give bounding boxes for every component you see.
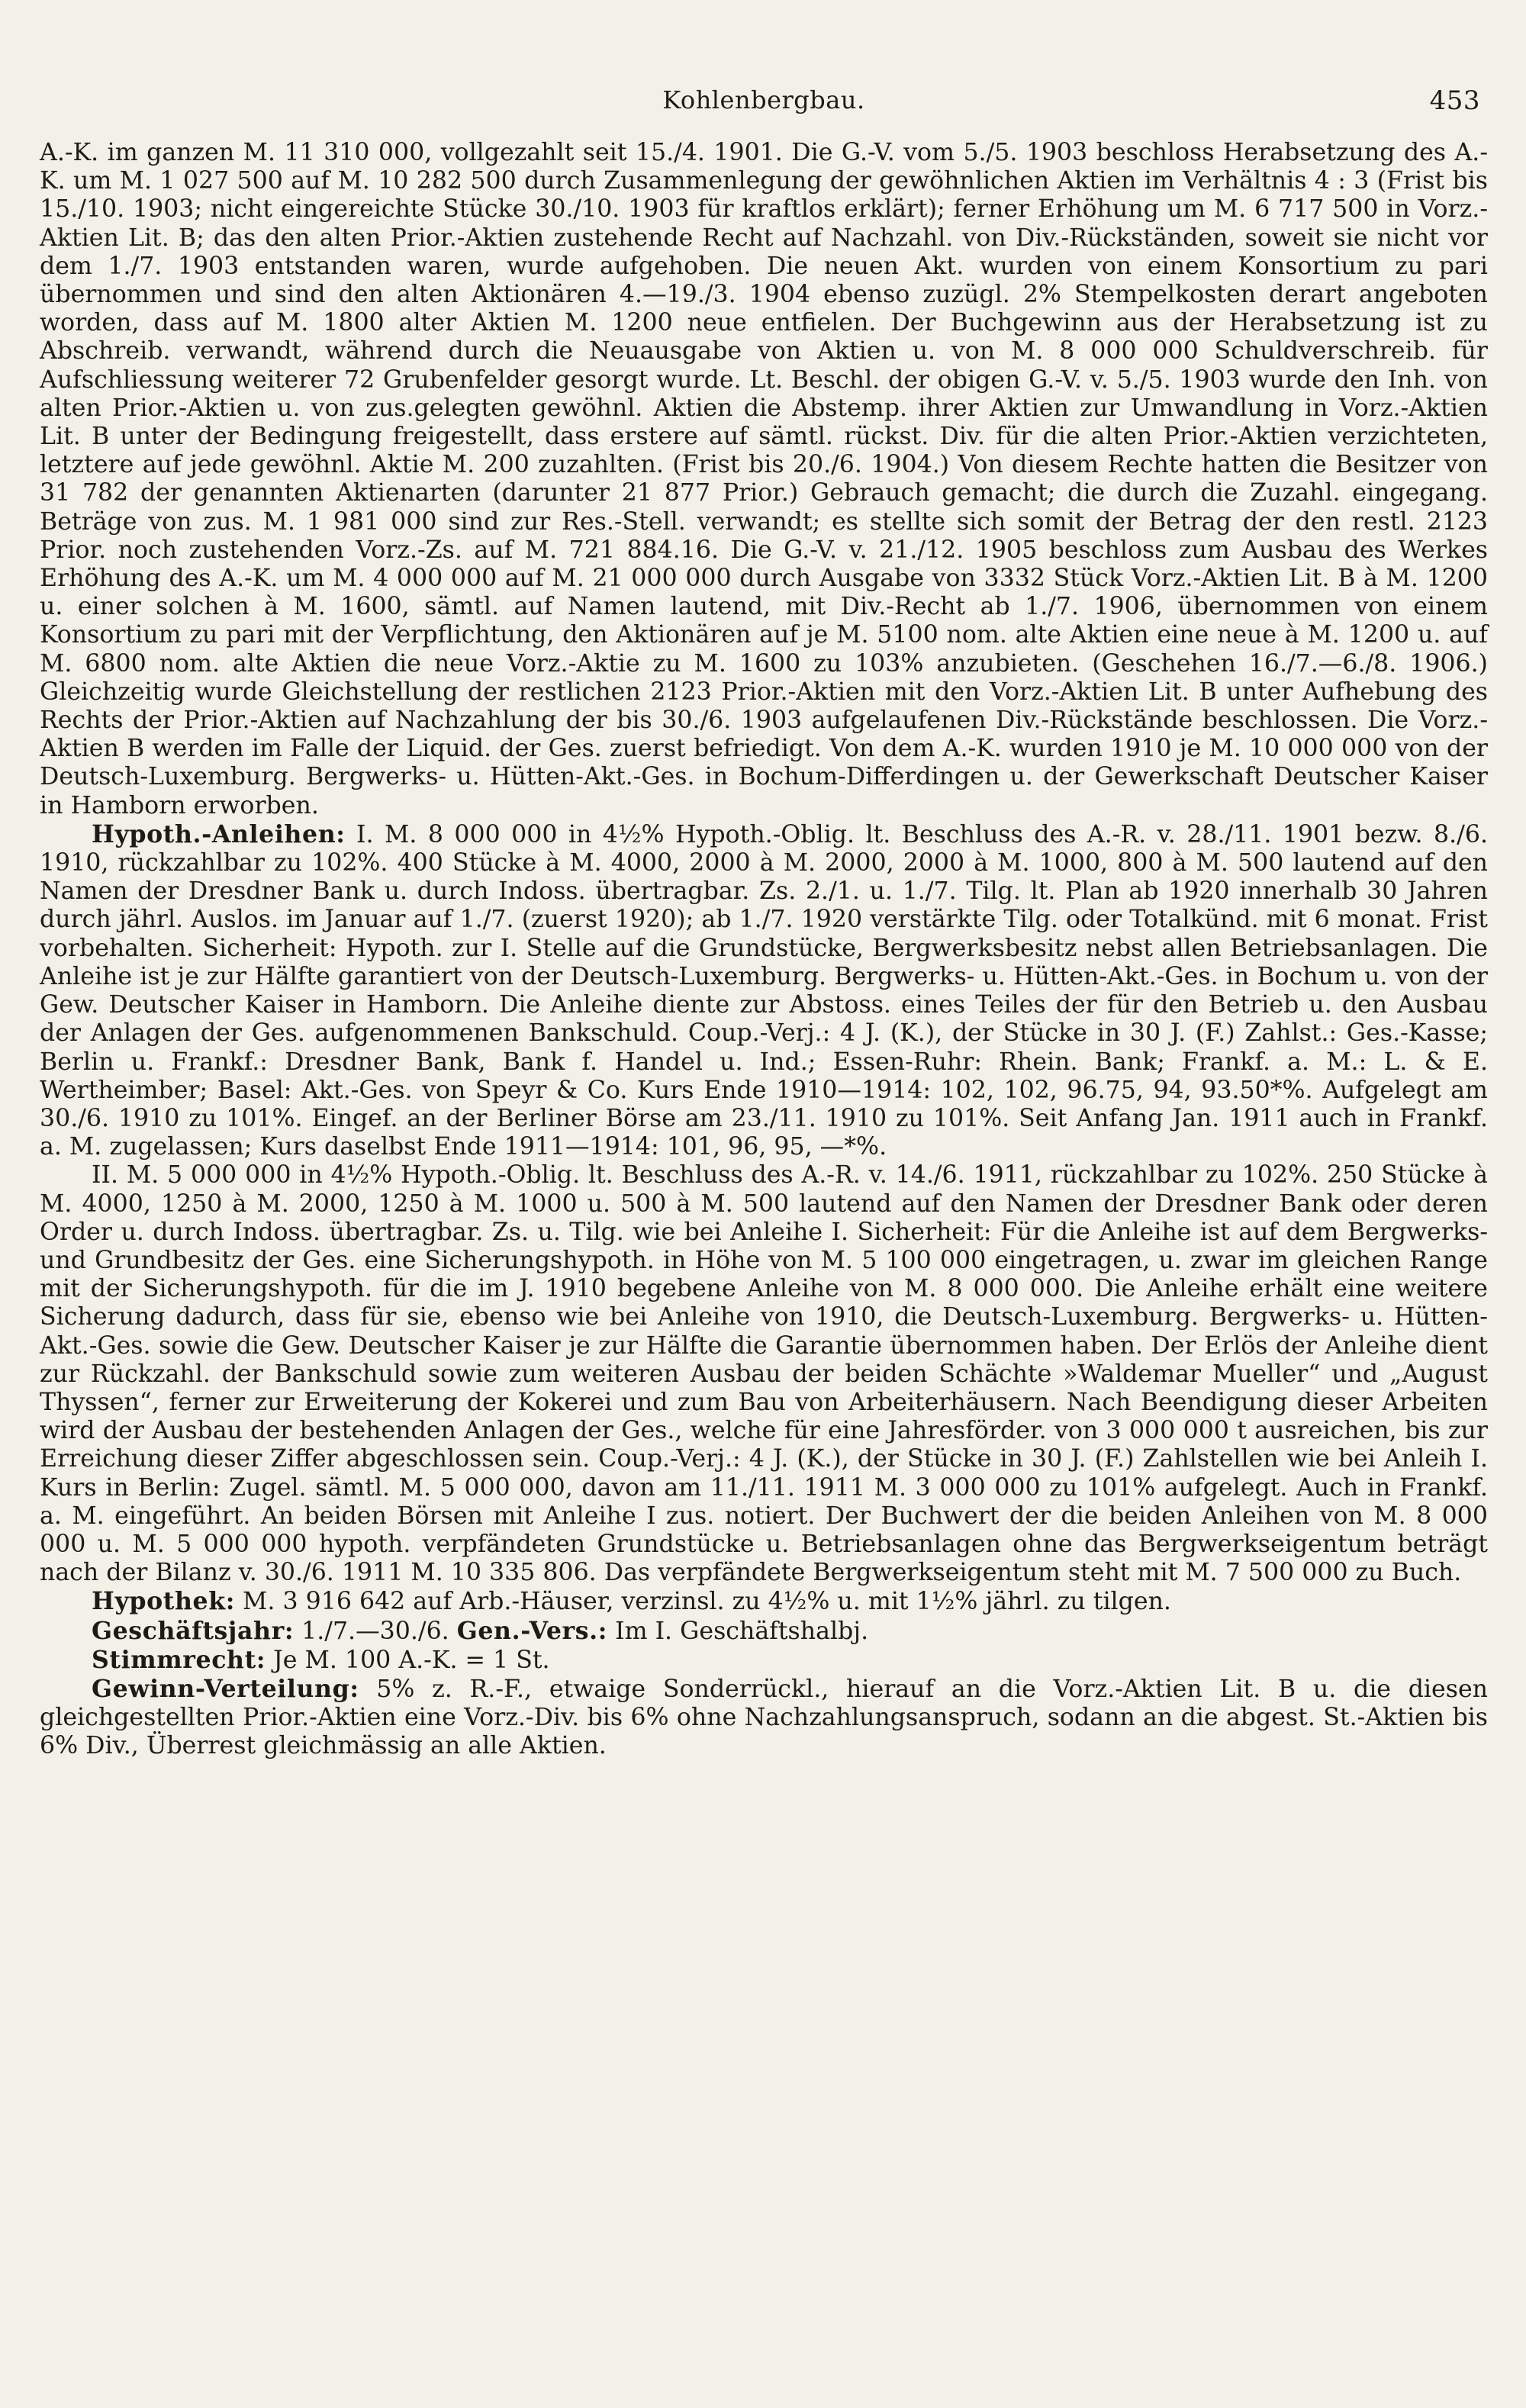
- paragraph-text: I. M. 8 000 000 in 4½% Hypoth.-Oblig. lt. Beschluss des A.-R. v. 28./11. 1901 bezw. 8./6. 1910, rückzahlbar zu 102%. 400 Stücke à M. 4000, 2000 à M. 2000, 2000 à M. 1000, 800 à M. 500 lautend auf den Namen der Dresdner Bank u. durch Indoss. übertragbar. Zs. 2./1. u. 1./7. Tilg. lt. Plan ab 1920 innerhalb 30 Jahren durch jährl. Auslos. im Januar auf 1./7. (zuerst 1920); ab 1./7. 1920 verstärkte Tilg. oder Totalkünd. mit 6 monat. Frist vorbehalten. Sicherheit: Hypoth. zur I. Stelle auf die Grundstücke, Bergwerksbesitz nebst allen Betriebsanlagen. Die Anleihe ist je zur Hälfte garantiert von der Deutsch-Luxemburg. Bergwerks- u. Hütten-Akt.-Ges. in Bochum u. von der Gew. Deutscher Kaiser in Hamborn. Die Anleihe diente zur Abstoss. eines Teiles der für den Betrieb u. den Ausbau der Anlagen der Ges. aufgenommenen Bankschuld. Coup.-Verj.: 4 J. (K.), der Stücke in 30 J. (F.) Zahlst.: Ges.-Kasse; Berlin u. Frankf.: Dresdner Bank, Bank f. Handel u. Ind.; Essen-Ruhr: Rhein. Bank; Frankf. a. M.: L. & E. Wertheimber; Basel: Akt.-Ges. von Speyr & Co. Kurs Ende 1910—1914: 102, 102, 96.75, 94, 93.50*%. Aufgelegt am 30./6. 1910 zu 101%. Eingef. an der Berliner Börse am 23./11. 1910 zu 101%. Seit Anfang Jan. 1911 auch in Frankf. a. M. zugelassen; Kurs daselbst Ende 1911—1914: 101, 96, 95, —*%.: [40, 820, 1488, 1161]
- document-body: [40, 139, 1488, 1761]
- paragraph-loan-two: II. M. 5 000 000 in 4½% Hypoth.-Oblig. lt. Beschluss des A.-R. v. 14./6. 1911, rückzahlbar zu 102%. 250 Stücke à M. 4000, 1250 à M. 2000, 1250 à M. 1000 u. 500 à M. 500 lautend auf den Namen der Dresdner Bank oder deren Order u. durch Indoss. übertragbar. Zs. u. Tilg. wie bei Anleihe I. Sicherheit: Für die Anleihe ist auf dem Bergwerks- und Grundbesitz der Ges. eine Sicherungshypoth. in Höhe von M. 5 100 000 eingetragen, u. zwar im gleichen Range mit der Sicherungshypoth. für die im J. 1910 begebene Anleihe von M. 8 000 000. Die Anleihe erhält eine weitere Sicherung dadurch, dass für sie, ebenso wie bei Anleihe von 1910, die Deutsch-Luxemburg. Bergwerks- u. Hütten-Akt.-Ges. sowie die Gew. Deutscher Kaiser je zur Hälfte die Garantie übernommen haben. Der Erlös der Anleihe dient zur Rückzahl. der Bankschuld sowie zum weiteren Ausbau der beiden Schächte »Waldemar Mueller“ und „August Thyssen“, ferner zur Erweiterung der Kokerei und zum Bau von Arbeiterhäusern. Nach Beendigung dieser Arbeiten wird der Ausbau der bestehenden Anlagen der Ges., welche für eine Jahresförder. von 3 000 000 t ausreichen, bis zur Erreichung dieser Ziffer abgeschlossen sein. Coup.-Verj.: 4 J. (K.), der Stücke in 30 J. (F.) Zahlstellen wie bei Anleih I. Kurs in Berlin: Zugel. sämtl. M. 5 000 000, davon am 11./11. 1911 M. 3 000 000 zu 101% aufgelegt. Auch in Frankf. a. M. eingeführt. An beiden Börsen mit Anleihe I zus. notiert. Der Buchwert der die beiden Anleihen von M. 8 000 000 u. M. 5 000 000 hypoth. verpfändeten Grundstücke u. Betriebsanlagen ohne das Bergwerkseigentum beträgt nach der Bilanz v. 30./6. 1911 M. 10 335 806. Das verpfändete Bergwerkseigentum steht mit M. 7 500 000 zu Buch.: [40, 1161, 1488, 1587]
- page-header: [40, 85, 1488, 139]
- section-lead-gen-vers: Gen.-Vers.:: [456, 1616, 608, 1645]
- paragraph-capital-history: A.-K. im ganzen M. 11 310 000, vollgezahlt seit 15./4. 1901. Die G.-V. vom 5./5. 1903 beschloss Herabsetzung des A.-K. um M. 1 027 500 auf M. 10 282 500 durch Zusammenlegung der gewöhnlichen Aktien im Verhältnis 4 : 3 (Frist bis 15./10. 1903; nicht eingereichte Stücke 30./10. 1903 für kraftlos erklärt); ferner Erhöhung um M. 6 717 500 in Vorz.-Aktien Lit. B; das den alten Prior.-Aktien zustehende Recht auf Nachzahl. von Div.-Rückständen, soweit sie nicht vor dem 1./7. 1903 entstanden waren, wurde aufgehoben. Die neuen Akt. wurden von einem Konsortium zu pari übernommen und sind den alten Aktionären 4.—19./3. 1904 ebenso zuzügl. 2% Stempelkosten derart angeboten worden, dass auf M. 1800 alter Aktien M. 1200 neue entfielen. Der Buchgewinn aus der Herabsetzung ist zu Abschreib. verwandt, während durch die Neuausgabe von Aktien u. von M. 8 000 000 Schuldverschreib. für Aufschliessung weiterer 72 Grubenfelder gesorgt wurde. Lt. Beschl. der obigen G.-V. v. 5./5. 1903 wurde den Inh. von alten Prior.-Aktien u. von zus.gelegten gewöhnl. Aktien die Abstemp. ihrer Aktien zur Umwandlung in Vorz.-Aktien Lit. B unter der Bedingung freigestellt, dass erstere auf sämtl. rückst. Div. für die alten Prior.-Aktien verzichteten, letztere auf jede gewöhnl. Aktie M. 200 zuzahlten. (Frist bis 20./6. 1904.) Von diesem Rechte hatten die Besitzer von 31 782 der genannten Aktienarten (darunter 21 877 Prior.) Gebrauch gemacht; die durch die Zuzahl. eingegang. Beträge von zus. M. 1 981 000 sind zur Res.-Stell. verwandt; es stellte sich somit der Betrag der den restl. 2123 Prior. noch zustehenden Vorz.-Zs. auf M. 721 884.16. Die G.-V. v. 21./12. 1905 beschloss zum Ausbau des Werkes Erhöhung des A.-K. um M. 4 000 000 auf M. 21 000 000 durch Ausgabe von 3332 Stück Vorz.-Aktien Lit. B à M. 1200 u. einer solchen à M. 1600, sämtl. auf Namen lautend, mit Div.-Recht ab 1./7. 1906, übernommen von einem Konsortium zu pari mit der Verpflichtung, den Aktionären auf je M. 5100 nom. alte Aktien eine neue à M. 1200 u. auf M. 6800 nom. alte Aktien die neue Vorz.-Aktie zu M. 1600 zu 103% anzubieten. (Geschehen 16./7.—6./8. 1906.) Gleichzeitig wurde Gleichstellung der restlichen 2123 Prior.-Aktien mit den Vorz.-Aktien Lit. B unter Aufhebung des Rechts der Prior.-Aktien auf Nachzahlung der bis 30./6. 1903 aufgelaufenen Div.-Rückstände beschlossen. Die Vorz.-Aktien B werden im Falle der Liquid. der Ges. zuerst befriedigt. Von dem A.-K. wurden 1910 je M. 10 000 000 von der Deutsch-Luxemburg. Bergwerks- u. Hütten-Akt.-Ges. in Bochum-Differdingen u. der Gewerkschaft Deutscher Kaiser in Hamborn erworben.: [40, 139, 1488, 819]
- paragraph-text: Im I. Geschäftshalbj.: [607, 1617, 869, 1645]
- paragraph-text: 5% z. R.-F., etwaige Sonderrückl., hierauf an die Vorz.-Aktien Lit. B u. die diesen gleichgestellten Prior.-Aktien eine Vorz.-Div. bis 6% ohne Nachzahlungsanspruch, sodann an die abgest. St.-Aktien bis 6% Div., Überrest gleichmässig an alle Aktien.: [40, 1675, 1488, 1760]
- paragraph-mortgage-loans: [40, 820, 1488, 1161]
- page-number: 453: [1429, 85, 1480, 116]
- running-title: Kohlenbergbau.: [662, 85, 865, 114]
- paragraph-text: Je M. 100 A.-K. = 1 St.: [266, 1646, 550, 1674]
- paragraph-profit-distribution: [40, 1675, 1488, 1761]
- section-lead-gewinn-verteilung: Gewinn-Verteilung:: [92, 1674, 359, 1703]
- paragraph-voting-right: [40, 1646, 1488, 1675]
- section-lead-hypoth-anleihen: Hypoth.-Anleihen:: [92, 819, 346, 848]
- section-lead-hypothek: Hypothek:: [92, 1587, 235, 1616]
- section-lead-geschaeftsjahr: Geschäftsjahr:: [92, 1616, 295, 1645]
- paragraph-fiscal-year: [40, 1617, 1488, 1646]
- section-lead-stimmrecht: Stimmrecht:: [92, 1645, 266, 1674]
- paragraph-mortgage: [40, 1587, 1488, 1616]
- paragraph-text: 1./7.—30./6.: [294, 1617, 457, 1645]
- paragraph-text: M. 3 916 642 auf Arb.-Häuser, verzinsl. zu 4½% u. mit 1½% jährl. zu tilgen.: [235, 1588, 1171, 1616]
